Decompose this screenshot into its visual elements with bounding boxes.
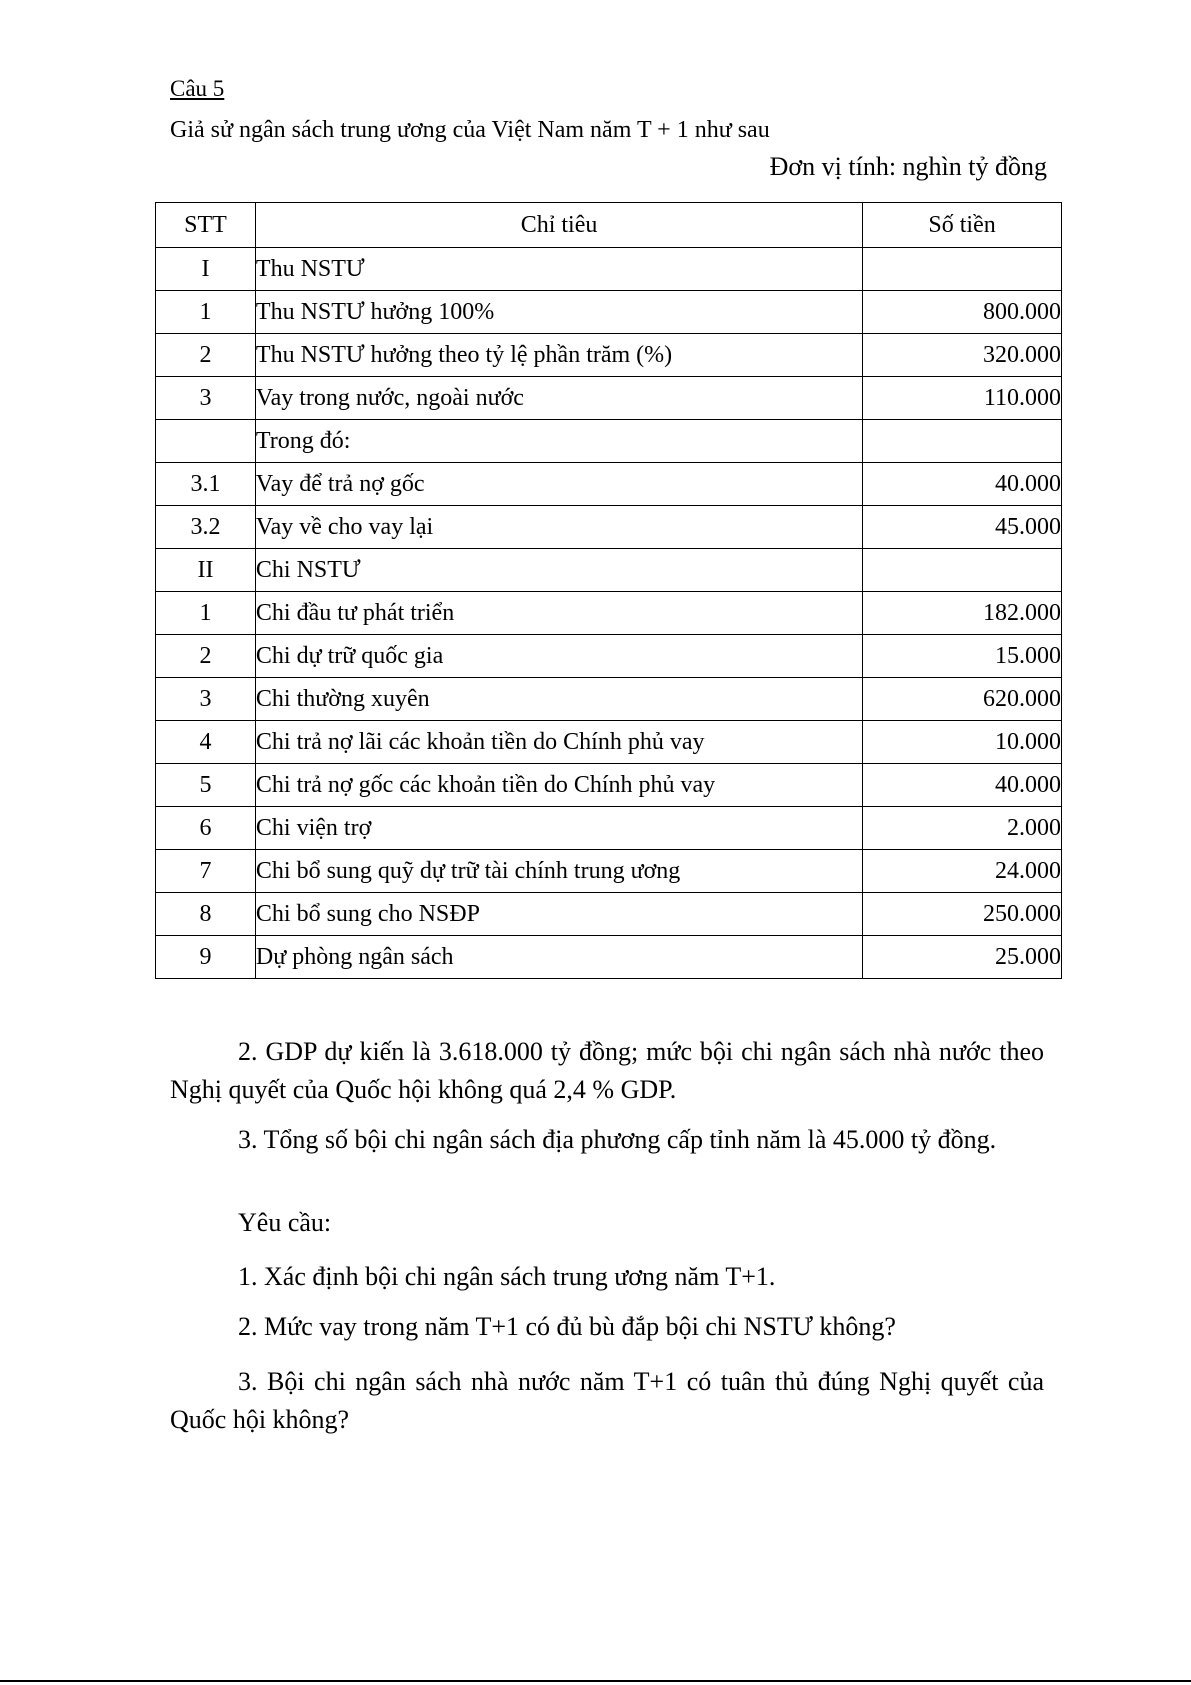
budget-table [155, 202, 1062, 979]
row-item: Thu NSTƯ hưởng 100% [255, 291, 862, 334]
page-bottom-rule [0, 1680, 1191, 1682]
table-row [156, 506, 1062, 549]
row-item: Dự phòng ngân sách [255, 936, 862, 979]
row-stt: 6 [156, 807, 256, 850]
row-stt: II [156, 549, 256, 592]
question-title: Câu 5 [170, 76, 225, 101]
row-amount [863, 420, 1062, 463]
table-row [156, 635, 1062, 678]
row-stt: 5 [156, 764, 256, 807]
table-row [156, 420, 1062, 463]
row-item: Vay về cho vay lại [255, 506, 862, 549]
row-stt [156, 420, 256, 463]
row-item: Chi trả nợ gốc các khoản tiền do Chính phủ vay [255, 764, 862, 807]
row-amount: 620.000 [863, 678, 1062, 721]
row-item: Chi đầu tư phát triển [255, 592, 862, 635]
row-stt: 8 [156, 893, 256, 936]
row-stt: 1 [156, 291, 256, 334]
row-amount: 320.000 [863, 334, 1062, 377]
row-item: Chi thường xuyên [255, 678, 862, 721]
header-stt: STT [156, 203, 256, 248]
row-stt: 2 [156, 635, 256, 678]
row-amount [863, 248, 1062, 291]
row-stt: 3.2 [156, 506, 256, 549]
requirements-heading: Yêu cầu: [238, 1208, 332, 1237]
row-amount: 24.000 [863, 850, 1062, 893]
requirement-item: 2. Mức vay trong năm T+1 có đủ bù đắp bội chi NSTƯ không? [238, 1312, 896, 1341]
table-row [156, 377, 1062, 420]
requirement-item: 1. Xác định bội chi ngân sách trung ương năm T+1. [238, 1262, 776, 1291]
row-amount: 40.000 [863, 764, 1062, 807]
row-amount: 250.000 [863, 893, 1062, 936]
requirement-item: 3. Bội chi ngân sách nhà nước năm T+1 có tuân thủ đúng Nghị quyết của Quốc hội không? [170, 1367, 1044, 1434]
unit-label: Đơn vị tính: nghìn tỷ đồng [769, 152, 1047, 181]
row-amount: 182.000 [863, 592, 1062, 635]
row-stt: 3 [156, 377, 256, 420]
row-amount: 40.000 [863, 463, 1062, 506]
table-row [156, 248, 1062, 291]
table-row [156, 592, 1062, 635]
table-row [156, 334, 1062, 377]
row-stt: 9 [156, 936, 256, 979]
table-row [156, 850, 1062, 893]
row-item: Chi viện trợ [255, 807, 862, 850]
row-item: Chi NSTƯ [255, 549, 862, 592]
table-row [156, 291, 1062, 334]
row-stt: 3 [156, 678, 256, 721]
gdp-note: 2. GDP dự kiến là 3.618.000 tỷ đồng; mức bội chi ngân sách nhà nước theo Nghị quyết của Quốc hội không quá 2,4 % GDP. [170, 1037, 1044, 1104]
table-row [156, 463, 1062, 506]
row-amount: 10.000 [863, 721, 1062, 764]
row-stt: 2 [156, 334, 256, 377]
row-stt: 7 [156, 850, 256, 893]
table-row [156, 678, 1062, 721]
row-amount: 800.000 [863, 291, 1062, 334]
row-amount: 25.000 [863, 936, 1062, 979]
row-item: Chi dự trữ quốc gia [255, 635, 862, 678]
row-stt: 3.1 [156, 463, 256, 506]
row-item: Trong đó: [255, 420, 862, 463]
row-item: Vay trong nước, ngoài nước [255, 377, 862, 420]
header-item: Chỉ tiêu [255, 203, 862, 248]
row-item: Chi bổ sung quỹ dự trữ tài chính trung ương [255, 850, 862, 893]
table-header-row [156, 203, 1062, 248]
row-amount: 2.000 [863, 807, 1062, 850]
row-stt: I [156, 248, 256, 291]
table-row [156, 936, 1062, 979]
header-amount: Số tiền [863, 203, 1062, 248]
row-item: Thu NSTƯ hưởng theo tỷ lệ phần trăm (%) [255, 334, 862, 377]
local-deficit-note: 3. Tổng số bội chi ngân sách địa phương cấp tỉnh năm là 45.000 tỷ đồng. [238, 1125, 997, 1154]
row-amount [863, 549, 1062, 592]
question-intro: Giả sử ngân sách trung ương của Việt Nam năm T + 1 như sau [170, 117, 770, 143]
row-amount: 45.000 [863, 506, 1062, 549]
table-row [156, 807, 1062, 850]
row-item: Thu NSTƯ [255, 248, 862, 291]
row-amount: 110.000 [863, 377, 1062, 420]
row-item: Chi trả nợ lãi các khoản tiền do Chính phủ vay [255, 721, 862, 764]
table-row [156, 549, 1062, 592]
table-row [156, 764, 1062, 807]
row-item: Chi bổ sung cho NSĐP [255, 893, 862, 936]
row-item: Vay để trả nợ gốc [255, 463, 862, 506]
table-row [156, 721, 1062, 764]
row-stt: 1 [156, 592, 256, 635]
table-row [156, 893, 1062, 936]
row-amount: 15.000 [863, 635, 1062, 678]
row-stt: 4 [156, 721, 256, 764]
